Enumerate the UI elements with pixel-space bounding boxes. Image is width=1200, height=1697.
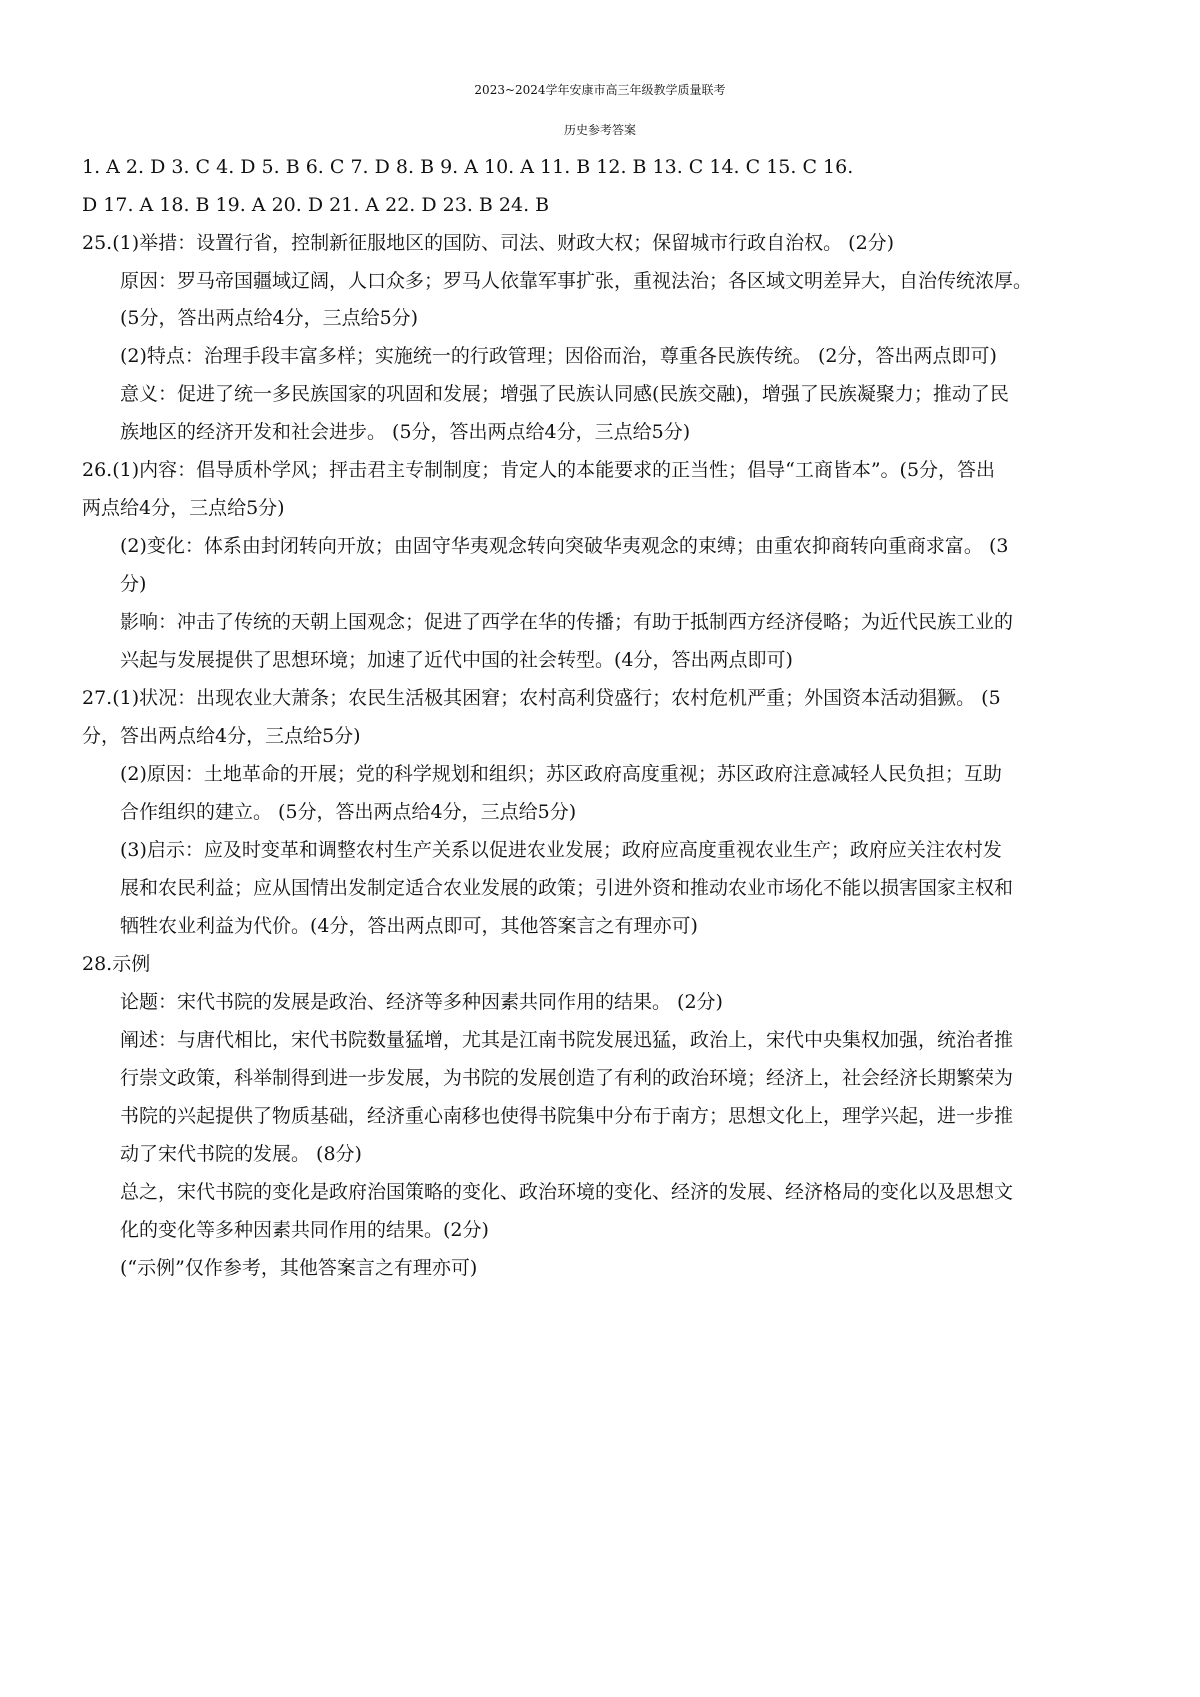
q27-line: 27.(1)状况：出现农业大萧条；农民生活极其困窘；农村高利贷盛行；农村危机严重；外国资本活动猖獗。 (5 [82,687,1001,709]
q27-line: 合作组织的建立。 (5分，答出两点给4分，三点给5分) [120,801,577,823]
q26-line: 两点给4分，三点给5分) [82,497,285,519]
q28-line: 书院的兴起提供了物质基础，经济重心南移也使得书院集中分布于南方；思想文化上，理学兴起，进一步推 [120,1105,1014,1127]
q28-line: 论题：宋代书院的发展是政治、经济等多种因素共同作用的结果。 (2分) [120,991,723,1013]
q27-line: 展和农民利益；应从国情出发制定适合农业发展的政策；引进外资和推动农业市场化不能以损害国家主权和 [120,877,1014,899]
q26-line: 26.(1)内容：倡导质朴学风；抨击君主专制制度；肯定人的本能要求的正当性；倡导“工商皆本”。(5分，答出 [82,459,996,481]
q25-line: 原因：罗马帝国疆域辽阔，人口众多；罗马人依靠军事扩张，重视法治；各区域文明差异大，自治传统浓厚。 [120,270,1033,292]
choice-answers-line: D 17. A 18. B 19. A 20. D 21. A 22. D 23. B 24. B [82,194,550,216]
q27-line: (2)原因：土地革命的开展；党的科学规划和组织；苏区政府高度重视；苏区政府注意减轻人民负担；互助 [120,763,1002,785]
q28-line: 动了宋代书院的发展。 (8分) [120,1143,362,1165]
q28-line: 总之，宋代书院的变化是政府治国策略的变化、政治环境的变化、经济的发展、经济格局的变化以及思想文 [120,1181,1014,1203]
q27-line: 牺牲农业利益为代价。(4分，答出两点即可，其他答案言之有理亦可) [120,915,698,937]
q25-line: 25.(1)举措：设置行省，控制新征服地区的国防、司法、财政大权；保留城市行政自治权。 (2分) [82,232,895,254]
q28-line: 28.示例 [82,953,151,975]
q28-line: 阐述：与唐代相比，宋代书院数量猛增，尤其是江南书院发展迅猛，政治上，宋代中央集权加强，统治者推 [120,1029,1014,1051]
document-subtitle: 历史参考答案 [563,123,636,137]
q28-line: 行崇文政策，科举制得到进一步发展，为书院的发展创造了有利的政治环境；经济上，社会经济长期繁荣为 [120,1067,1014,1089]
q25-line: 意义：促进了统一多民族国家的巩固和发展；增强了民族认同感(民族交融)，增强了民族凝聚力；推动了民 [120,383,1009,405]
q26-line: 兴起与发展提供了思想环境；加速了近代中国的社会转型。(4分，答出两点即可) [120,649,793,671]
q27-line: (3)启示：应及时变革和调整农村生产关系以促进农业发展；政府应高度重视农业生产；政府应关注农村发 [120,839,1002,861]
q25-line: (5分，答出两点给4分，三点给5分) [120,307,419,329]
q27-line: 分，答出两点给4分，三点给5分) [82,725,361,747]
q26-line: 影响：冲击了传统的天朝上国观念；促进了西学在华的传播；有助于抵制西方经济侵略；为近代民族工业的 [120,611,1014,633]
document-title: 2023~2024学年安康市高三年级教学质量联考 [474,83,726,97]
q26-line: 分) [120,573,147,595]
q25-line: 族地区的经济开发和社会进步。 (5分，答出两点给4分，三点给5分) [120,421,691,443]
choice-answers-line: 1. A 2. D 3. C 4. D 5. B 6. C 7. D 8. B 9. A 10. A 11. B 12. B 13. C 14. C 15. C 16. [82,156,854,178]
q26-line: (2)变化：体系由封闭转向开放；由固守华夷观念转向突破华夷观念的束缚；由重农抑商转向重商求富。 (3 [120,535,1009,557]
q28-line: (“示例”仅作参考，其他答案言之有理亦可) [120,1257,478,1279]
q25-line: (2)特点：治理手段丰富多样；实施统一的行政管理；因俗而治，尊重各民族传统。 (2分，答出两点即可) [120,345,997,367]
q28-line: 化的变化等多种因素共同作用的结果。(2分) [120,1219,489,1241]
